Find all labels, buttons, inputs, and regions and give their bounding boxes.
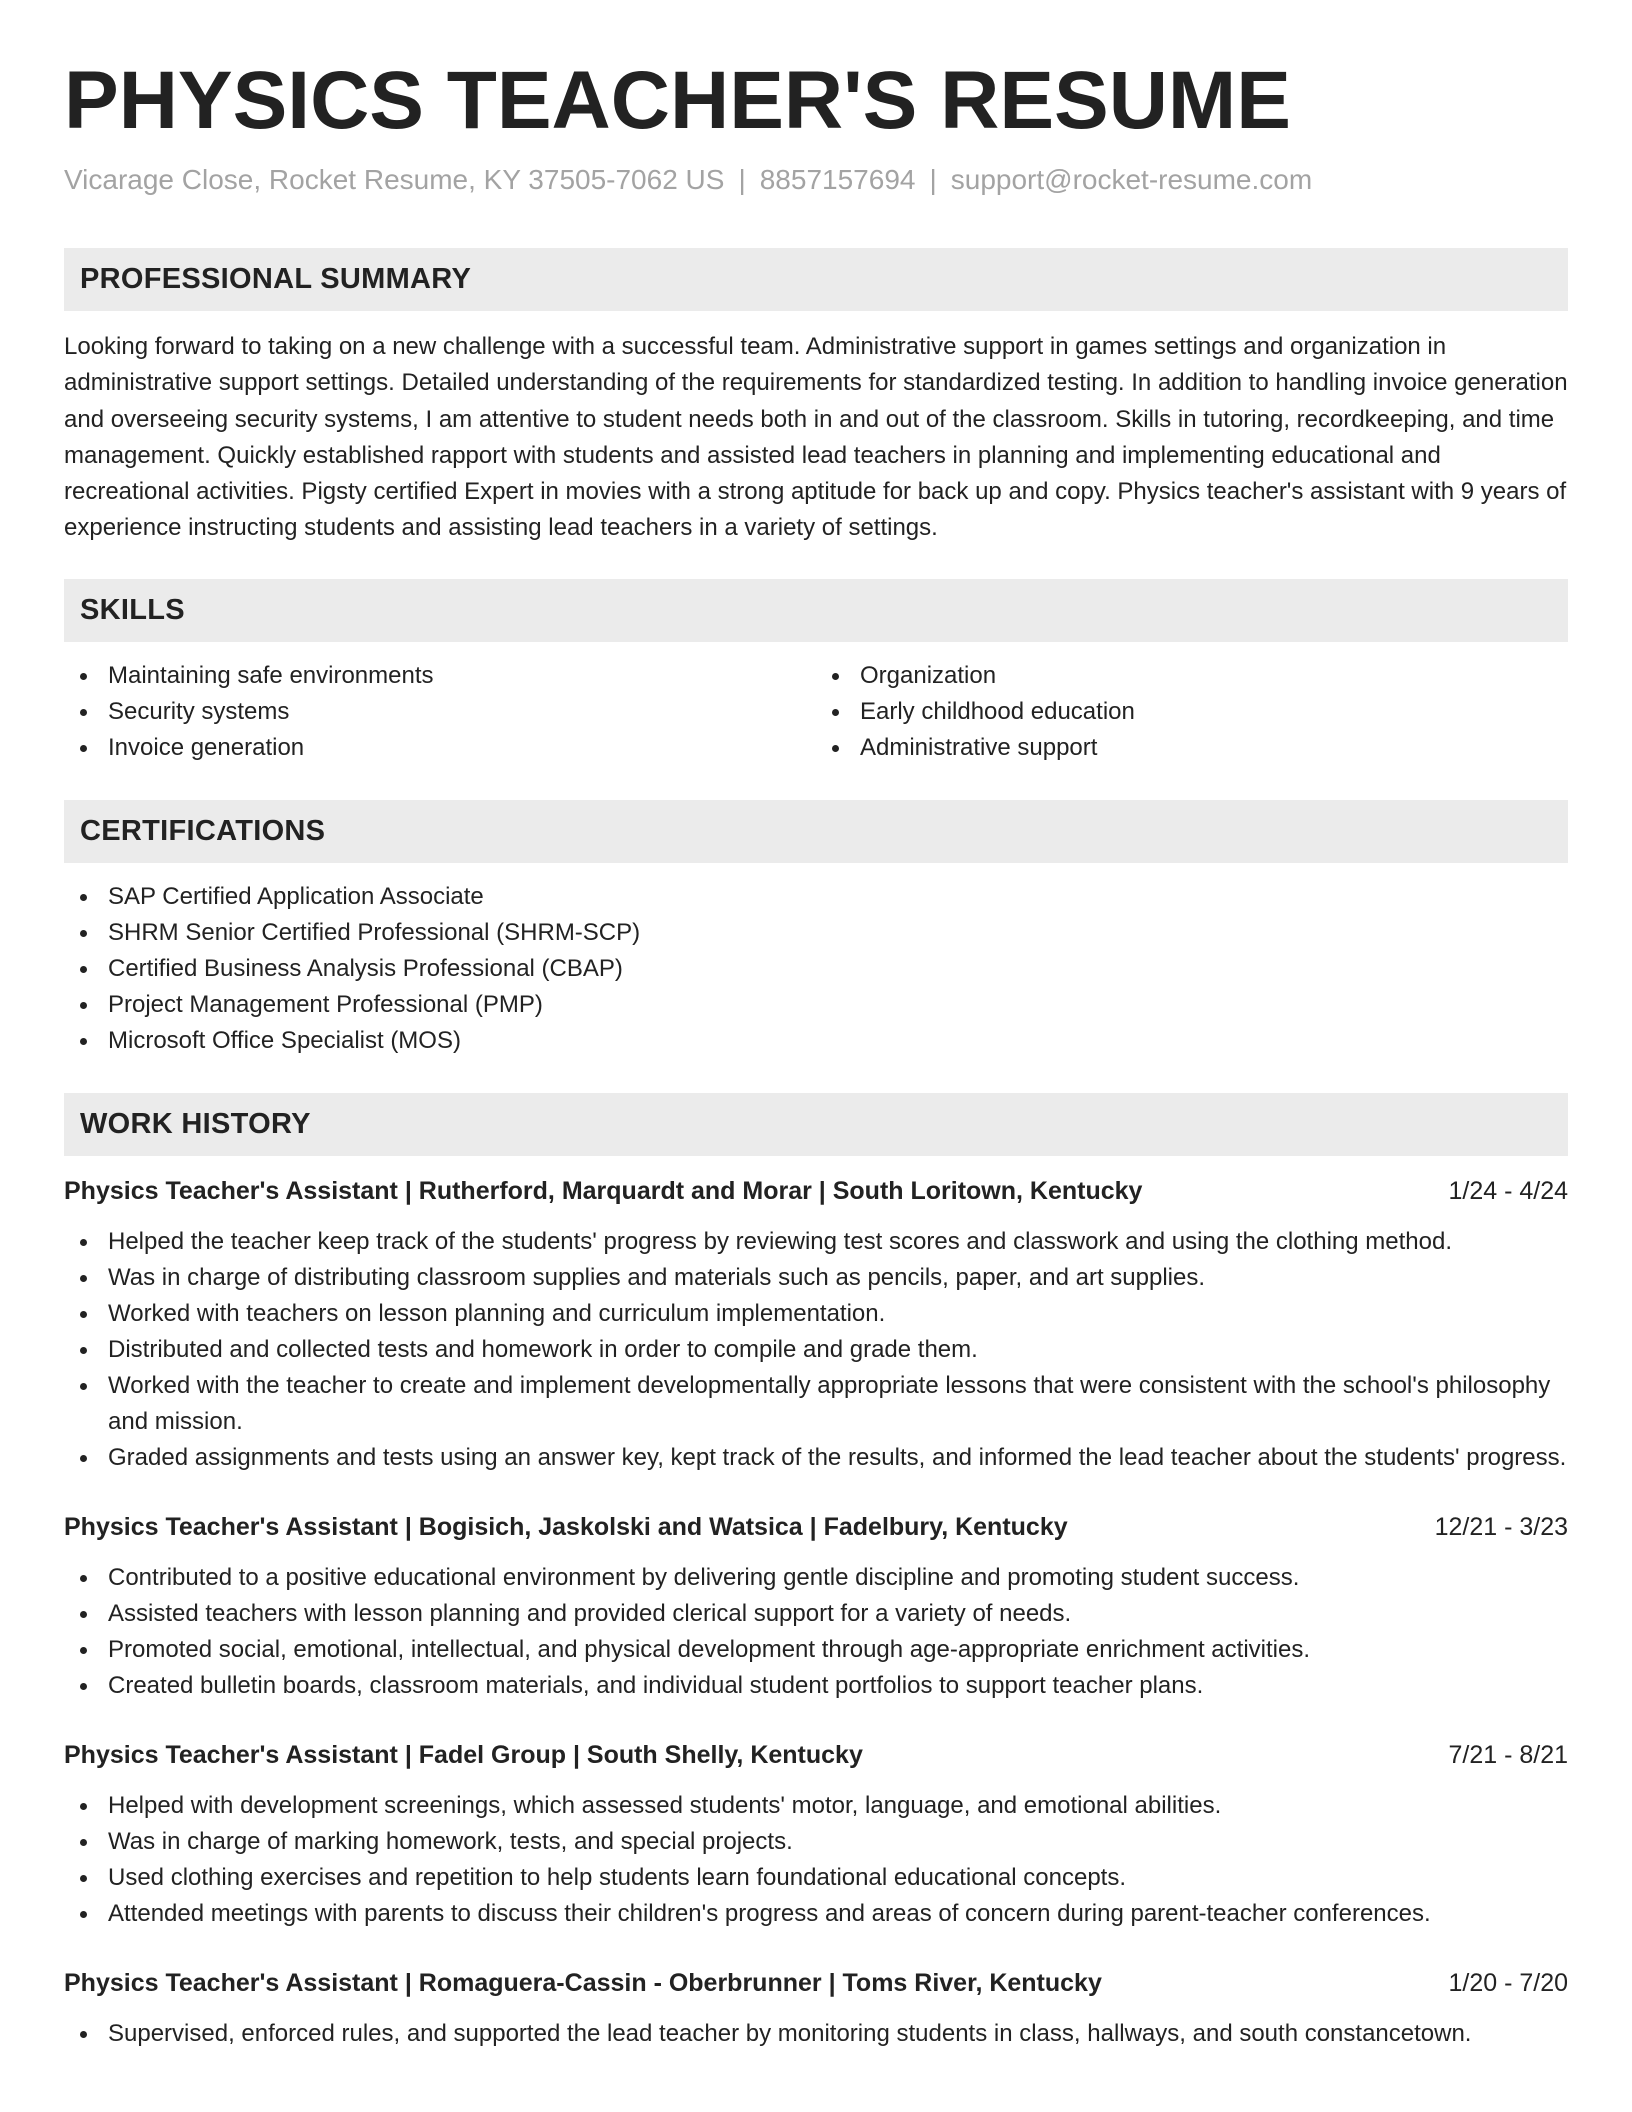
list-item: SAP Certified Application Associate xyxy=(64,879,1568,915)
section-heading: CERTIFICATIONS xyxy=(64,800,1568,863)
summary-text: Looking forward to taking on a new challenge with a successful team. Administrative support in games settings and organization in administrative support settings. Detailed understanding of the requirements for standardized testing. In addition to handling invoice generation and overseeing security systems, I am attentive to student needs both in and out of the classroom. Skills in tutoring, recordkeeping, and time management. Quickly established rapport with students and assisted lead teachers in planning and implementing educational and recreational activities. Pigsty certified Expert in movies with a strong aptitude for back up and copy. Physics teacher's assistant with 9 years of experience instructing students and assisting lead teachers in a variety of settings. xyxy=(64,333,1568,542)
list-item: SHRM Senior Certified Professional (SHRM-SCP) xyxy=(64,915,1568,951)
list-item: Contributed to a positive educational environment by delivering gentle discipline and promoting student success. xyxy=(64,1560,1568,1596)
certifications-section xyxy=(64,800,1568,1059)
skills-list-left xyxy=(64,658,816,766)
list-item: Helped with development screenings, which assessed students' motor, language, and emotional abilities. xyxy=(64,1788,1568,1824)
list-item: Microsoft Office Specialist (MOS) xyxy=(64,1023,1568,1059)
job-bullets xyxy=(64,1788,1568,1932)
job-dates: 1/20 - 7/20 xyxy=(1448,1968,1568,1997)
list-item: Project Management Professional (PMP) xyxy=(64,987,1568,1023)
job-title: Physics Teacher's Assistant | Fadel Group | South Shelly, Kentucky xyxy=(64,1740,863,1769)
job-header xyxy=(64,1738,1568,1772)
list-item: Assisted teachers with lesson planning and provided clerical support for a variety of needs. xyxy=(64,1596,1568,1632)
job-header xyxy=(64,1966,1568,2000)
job-entry xyxy=(64,1738,1568,1932)
job-header xyxy=(64,1510,1568,1544)
job-entry xyxy=(64,1966,1568,2052)
job-dates: 7/21 - 8/21 xyxy=(1448,1740,1568,1769)
job-bullets xyxy=(64,1560,1568,1704)
list-item: Organization xyxy=(816,658,1568,694)
list-item: Security systems xyxy=(64,694,816,730)
list-item: Created bulletin boards, classroom materials, and individual student portfolios to support teacher plans. xyxy=(64,1668,1568,1704)
section-heading: SKILLS xyxy=(64,579,1568,642)
list-item: Graded assignments and tests using an answer key, kept track of the results, and informed the lead teacher about the students' progress. xyxy=(64,1440,1568,1476)
contact-phone: 8857157694 xyxy=(759,164,916,195)
contact-separator: | xyxy=(738,164,746,195)
job-header xyxy=(64,1174,1568,1208)
certifications-list xyxy=(64,879,1568,1059)
list-item: Administrative support xyxy=(816,730,1568,766)
job-title: Physics Teacher's Assistant | Romaguera-Cassin - Oberbrunner | Toms River, Kentucky xyxy=(64,1968,1102,1997)
section-heading: WORK HISTORY xyxy=(64,1093,1568,1156)
job-dates: 12/21 - 3/23 xyxy=(1434,1512,1568,1541)
contact-address: Vicarage Close, Rocket Resume, KY 37505-7062 US xyxy=(64,164,725,195)
work-history-section xyxy=(64,1093,1568,2052)
list-item: Early childhood education xyxy=(816,694,1568,730)
job-entry xyxy=(64,1510,1568,1704)
job-bullets xyxy=(64,2016,1568,2052)
resume-title: PHYSICS TEACHER'S RESUME xyxy=(64,55,1291,146)
job-entry xyxy=(64,1174,1568,1476)
professional-summary-section xyxy=(64,248,1568,547)
contact-separator: | xyxy=(929,164,937,195)
list-item: Used clothing exercises and repetition to help students learn foundational educational concepts. xyxy=(64,1860,1568,1896)
list-item: Invoice generation xyxy=(64,730,816,766)
job-bullets xyxy=(64,1224,1568,1476)
list-item: Maintaining safe environments xyxy=(64,658,816,694)
list-item: Attended meetings with parents to discuss their children's progress and areas of concern during parent-teacher conferences. xyxy=(64,1896,1568,1932)
list-item: Helped the teacher keep track of the students' progress by reviewing test scores and classwork and using the clothing method. xyxy=(64,1224,1568,1260)
section-heading: PROFESSIONAL SUMMARY xyxy=(64,248,1568,311)
list-item: Worked with teachers on lesson planning and curriculum implementation. xyxy=(64,1296,1568,1332)
job-dates: 1/24 - 4/24 xyxy=(1448,1176,1568,1205)
contact-email: support@rocket-resume.com xyxy=(950,164,1313,195)
list-item: Distributed and collected tests and homework in order to compile and grade them. xyxy=(64,1332,1568,1368)
list-item: Promoted social, emotional, intellectual, and physical development through age-appropriate enrichment activities. xyxy=(64,1632,1568,1668)
contact-line xyxy=(64,164,1568,196)
list-item: Supervised, enforced rules, and supported the lead teacher by monitoring students in class, hallways, and south constancetown. xyxy=(64,2016,1568,2052)
job-title: Physics Teacher's Assistant | Rutherford, Marquardt and Morar | South Loritown, Kentucky xyxy=(64,1176,1143,1205)
list-item: Was in charge of marking homework, tests, and special projects. xyxy=(64,1824,1568,1860)
job-title: Physics Teacher's Assistant | Bogisich, Jaskolski and Watsica | Fadelbury, Kentucky xyxy=(64,1512,1068,1541)
list-item: Worked with the teacher to create and implement developmentally appropriate lessons that were consistent with the school's philosophy and mission. xyxy=(64,1368,1568,1440)
skills-list-right xyxy=(816,658,1568,766)
list-item: Certified Business Analysis Professional (CBAP) xyxy=(64,951,1568,987)
skills-section xyxy=(64,579,1568,766)
skills-grid xyxy=(64,658,1568,766)
list-item: Was in charge of distributing classroom supplies and materials such as pencils, paper, and art supplies. xyxy=(64,1260,1568,1296)
